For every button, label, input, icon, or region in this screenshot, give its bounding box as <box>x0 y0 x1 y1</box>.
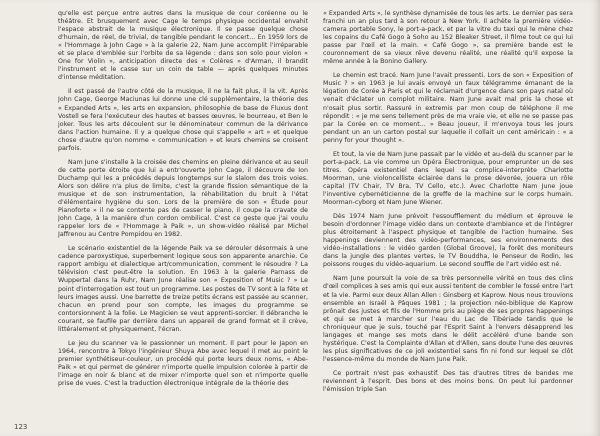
right-text-column <box>323 10 573 422</box>
paragraph: Nam June s'installe à la croisée des chemins en pleine dérivance et au seuil de cette porte étroite que lui a entr'ouverte John Cage, il découvre de Ion Duchamp qui les a précédés depuis longtemps sur le slalom des trois voies. Alors son délire n'a plus de limite, c'est la grande fission sémantique de la musique et de son instrumentation, la réhabilitation du bruit à l'état d'élémentaire hygiène du son. Lors de la première de son « Étude pour Pianoforte » il ne se contente pas de casser le piano, il coupe la cravate de John Cage, à la manière d'un cordon ombilical. C'est ce geste que j'ai voulu rappeler lors de « l'Hommage à Paik », un show-vidéo réalisé par Michel Jaffrenou au Centre Pompidou en 1982. <box>58 158 308 239</box>
paragraph: Le chemin est tracé. Nam June l'avait pressenti. Lors de son « Exposition of Music ? » en 1963 je lui avais envoyé un faux télégramme émanant de la légation de Corée à Paris et qui le réclamait d'urgence dans son pays natal où venait d'éclater un complot militaire. Nam June avait mal pris la chose et n'osait plus sortir. Rassuré in extremis par mon coup de téléphone il me répondit : « je me sens tellement près de ma vraie vie, et elle ne se passe pas par la Corée en ce moment... » Beau joueur, il m'envoya tous les jours pendant un an un carton postal sur laquelle il collait un cent américain : « a penny for your thought ». <box>323 72 573 144</box>
paragraph: Et tout, la vie de Nam June passait par le vidéo et au-delà du scanner par le port-a-pack. La vie comme un Opéra Électronique, pour emprunter un de ses titres. Opéra existentiel dans lequel sa complice-interprète Charlotte Moorman, une violoncelliste éclairée dans le prose dévorée, jouera un rôle capital (TV Chair, TV Bra, TV Cello, etc.). Avec Charlotte Nam June joue l'inventive cybernéticienne de la greffe de la machine sur le corps humain. Moorman-cyborg et Nam June Wiener. <box>323 150 573 207</box>
paragraph: « Expanded Arts », le synthèse dynamisée de tous les arts. Le dernier pas sera franchi un an plus tard à son retour à New York. Il achète la première vidéo-camera portable Sony, le port-a-pack, et par la vitre du taxi qui le mène chez les copains du Café Gogo à Soho au 152 Bleaker Street, il filme tout ce qui lui passe par l'œil et la main. « Café Gogo », sa première bande est le couronnement de sa vieux rêve devenu réalité, une réalité qu'il expose la même année à la Bonino Gallery. <box>323 10 573 66</box>
page-number: 123 <box>14 423 28 431</box>
paragraph: Le scénario existentiel de la légende Paik va se dérouler désormais à une cadence paroxystique, superbement logique sous son apparente anarchie. Ce rapport ambigu et dialectique art/communication, comment le résoudre ? La télévision c'est peut-être la solution. En 1963 à la galerie Parnass de Wuppertal dans la Ruhr, Nam June réalise son « Exposition of Music ? » Le point d'interrogation est tout un programme. Les postes de TV sont à la fête et leurs images aussi. Une barrette de treize petits écrans est passée au scanner, chacun en prend pour son compte, les images du programme se contorsionnent à la folie. Le Magicien se veut apprenti-sorcier. Il débranche le courant, se faufile par derrière dans un appareil de grand format et il crève, littéralement et physiquement, l'écran. <box>58 245 308 333</box>
paragraph: qu'elle est perçue entre autres dans la musique de cour coréenne ou le théâtre. Et brusquement avec Cage le temps physique occidental envahit l'espace abstrait de la musique électronique. Il se passe quelque chose d'humain, de réel, de trivial, de tangible pendant le concert... En 1959 lors de « l'Hommage à John Cage » à la galerie 22, Nam June accomplit l'irréparable et se place d'emblée sur l'orbite de sa légende : dans son solo pour violon « One for Violin », anticipation directe des « Colères » d'Arman, il brandit l'instrument et le casse sur un coin de table — après quelques minutes d'intense méditation. <box>58 10 308 82</box>
paragraph: Ce portrait n'est pas exhaustif. Des tas d'autres titres de bandes me reviennent à l'esprit. Des bons et des moins bons. On peut lui pardonner l'émission triple San <box>323 369 573 394</box>
paragraph: Il est passé de l'autre côté de la musique, il ne la fait plus, il la vit. Après John Cage, George Maciunas lui donne une clé supplémentaire, la théorie des « Expanded Arts », les arts en expansion, philosophie de base de Fluxus dont Vostell se fera l'exécuteur des hautes et basses œuvres, le bourreau, et Ben le joker. Tous les arts découlent sur le dénominateur commun de la dérivance dans l'action humaine. Il y a quelque chose qui s'appelle « art » et quelque chose d'autre qu'on nomme « communication » et leurs chemins se croisent parfois. <box>58 88 308 152</box>
paragraph: Le jeu du scanner va le passionner un moment. Il part pour le Japon en 1964, rencontre à Tokyo l'ingénieur Shuya Abe avec lequel il met au point le premier synthétiseur-couleur, un procédé qui porte leurs deux noms, « Abe-Paik » et qui permet de générer n'importe quelle impulsion colorée à partir de l'image en noir & blanc et de mixer n'importe quel son et n'importe quelle prise de vues. C'est la traduction électronique intégrale de la théorie des <box>58 339 308 388</box>
paragraph: Nam June poursuit la voie de sa très personnelle vérité en tous des clins d'œil complices à ses amis qui eux aussi tentent de combler le fossé entre l'art et la vie. Parmi eux deux Allan Allen : Ginsberg et Kaprow. Nous nous trouvions ensemble en Israël à Pâques 1981 ; la projection néo-biblique de Kaprow prônait des justes et fils de l'Homme pris au piège de ses propres happenings et qui se met à marcher sur l'eau du Lac de Tibériade tandis que le chroniqueur que je suis, touché par l'Esprit Saint à l'envers désapprend les langages et mange ses mots dans le délit accéléré d'une bande son hystérique. C'est la Complainte d'Allan et d'Allen, sans doute l'une des œuvres les plus significatives de ce joli existentiel sans fin ni fond sur lequel se clôt l'essence-même du monde de Nam June Paik. <box>323 275 573 363</box>
left-text-column <box>58 10 308 422</box>
paragraph: Dès 1974 Nam June prévoit l'essoufflement du médium et éprouve le besoin d'ordonner l'image vidéo dans un contexte d'ambiance et de l'intégrer plus étroitement à l'aspect physique et tangible de l'action humaine. Ses happenings deviennent des vidéo-performances, ses environnements des vidéo-installations : le vidéo garden (Global Groove), la forêt des moniteurs dans la jungle des plantes vertes, le TV Bouddha, le Penseur de Rodin, les poissons rouges du vidéo-aquarium. Le second souffle de l'art vidéo est né. <box>323 213 573 269</box>
